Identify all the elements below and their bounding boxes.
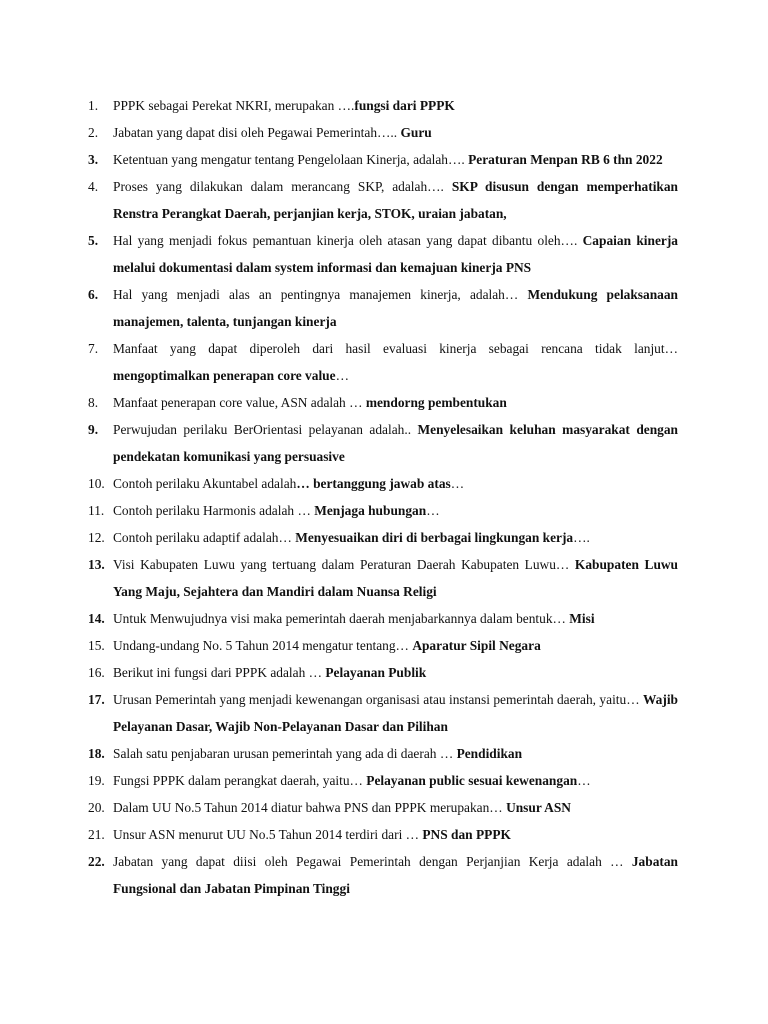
- answer-text: mendorng pembentukan: [365, 395, 507, 410]
- question-text: Hal yang menjadi fokus pemantuan kinerja oleh atasan yang dapat dibantu oleh….: [113, 233, 583, 248]
- answer-text: mengoptimalkan penerapan core value: [113, 368, 336, 383]
- list-item: [88, 848, 678, 902]
- list-item: [88, 794, 678, 821]
- question-text: Fungsi PPPK dalam perangkat daerah, yaitu…: [113, 773, 367, 788]
- answer-text: Unsur ASN: [506, 800, 571, 815]
- answer-text: Pelayanan public sesuai kewenangan: [366, 773, 578, 788]
- item-number: 7.: [88, 341, 99, 356]
- item-number: 16.: [88, 665, 105, 680]
- question-text: Salah satu penjabaran urusan pemerintah yang ada di daerah …: [113, 746, 457, 761]
- item-number: 11.: [88, 503, 105, 518]
- item-number: 21.: [88, 827, 105, 842]
- list-item: [88, 524, 678, 551]
- answer-text: Pelayanan Publik: [325, 665, 427, 680]
- list-item: [88, 92, 678, 119]
- answer-text: Wajib Pelayanan Dasar, Wajib Non-Pelayanan Dasar dan Pilihan: [113, 692, 678, 734]
- question-text: ….: [573, 530, 590, 545]
- item-number: 8.: [88, 395, 99, 410]
- list-item: [88, 227, 678, 281]
- item-number: 13.: [88, 557, 105, 572]
- list-item: [88, 470, 678, 497]
- answer-text: Kabupaten Luwu Yang Maju, Sejahtera dan Mandiri dalam Nuansa Religi: [113, 557, 679, 599]
- question-text: Proses yang dilakukan dalam merancang SKP, adalah….: [113, 179, 452, 194]
- answer-text: Jabatan Fungsional dan Jabatan Pimpinan Tinggi: [113, 854, 678, 896]
- question-text: Visi Kabupaten Luwu yang tertuang dalam Peraturan Daerah Kabupaten Luwu…: [113, 557, 575, 572]
- item-number: 17.: [88, 692, 105, 707]
- item-number: 6.: [88, 287, 99, 302]
- item-number: 10.: [88, 476, 105, 491]
- answer-text: Pendidikan: [456, 746, 523, 761]
- answer-text: Menjaga hubungan: [314, 503, 427, 518]
- question-text: Hal yang menjadi alas an pentingnya manajemen kinerja, adalah…: [113, 287, 528, 302]
- item-number: 5.: [88, 233, 99, 248]
- item-number: 4.: [88, 179, 99, 194]
- question-text: Manfaat penerapan core value, ASN adalah …: [113, 395, 366, 410]
- list-item: [88, 632, 678, 659]
- question-text: …: [426, 503, 440, 518]
- item-number: 15.: [88, 638, 105, 653]
- question-answer-list: [88, 92, 678, 902]
- list-item: [88, 389, 678, 416]
- question-text: Perwujudan perilaku BerOrientasi pelayanan adalah..: [113, 422, 418, 437]
- question-text: PPPK sebagai Perekat NKRI, merupakan ….: [113, 98, 355, 113]
- item-number: 3.: [88, 152, 99, 167]
- answer-text: Menyesuaikan diri di berbagai lingkungan kerja: [295, 530, 574, 545]
- item-number: 14.: [88, 611, 105, 626]
- item-number: 1.: [88, 98, 99, 113]
- list-item: [88, 821, 678, 848]
- answer-text: PNS dan PPPK: [422, 827, 511, 842]
- list-item: [88, 281, 678, 335]
- question-text: Manfaat yang dapat diperoleh dari hasil evaluasi kinerja sebagai rencana tidak lanjut…: [113, 341, 678, 356]
- list-item: [88, 659, 678, 686]
- question-text: Contoh perilaku Akuntabel adalah: [113, 476, 297, 491]
- question-text: …: [577, 773, 591, 788]
- question-text: Urusan Pemerintah yang menjadi kewenangan organisasi atau instansi pemerintah daerah, yaitu…: [113, 692, 644, 707]
- answer-text: Misi: [569, 611, 595, 626]
- question-text: Undang-undang No. 5 Tahun 2014 mengatur tentang…: [113, 638, 413, 653]
- answer-text: Mendukung pelaksanaan manajemen, talenta, tunjangan kinerja: [113, 287, 678, 329]
- question-text: Berikut ini fungsi dari PPPK adalah …: [113, 665, 326, 680]
- question-text: …: [450, 476, 465, 491]
- list-item: [88, 740, 678, 767]
- answer-text: Peraturan Menpan RB 6 thn 2022: [468, 152, 663, 167]
- list-item: [88, 767, 678, 794]
- list-item: [88, 551, 678, 605]
- question-text: Untuk Menwujudnya visi maka pemerintah daerah menjabarkannya dalam bentuk…: [113, 611, 570, 626]
- item-number: 18.: [88, 746, 105, 761]
- item-number: 20.: [88, 800, 105, 815]
- list-item: [88, 497, 678, 524]
- question-text: …: [335, 368, 349, 383]
- list-item: [88, 335, 678, 389]
- question-text: Dalam UU No.5 Tahun 2014 diatur bahwa PNS dan PPPK merupakan…: [113, 800, 507, 815]
- item-number: 12.: [88, 530, 105, 545]
- answer-text: Aparatur Sipil Negara: [412, 638, 541, 653]
- question-text: Jabatan yang dapat diisi oleh Pegawai Pemerintah dengan Perjanjian Kerja adalah …: [113, 854, 632, 869]
- item-number: 19.: [88, 773, 105, 788]
- list-item: [88, 173, 678, 227]
- answer-text: … bertanggung jawab atas: [296, 476, 451, 491]
- question-text: Contoh perilaku adaptif adalah…: [113, 530, 296, 545]
- list-item: [88, 605, 678, 632]
- list-item: [88, 146, 678, 173]
- item-number: 22.: [88, 854, 105, 869]
- answer-text: Guru: [400, 125, 432, 140]
- answer-text: SKP disusun dengan memperhatikan Renstra Perangkat Daerah, perjanjian kerja, STOK, uraian jabatan,: [113, 179, 679, 221]
- question-text: Contoh perilaku Harmonis adalah …: [113, 503, 315, 518]
- question-text: Unsur ASN menurut UU No.5 Tahun 2014 terdiri dari …: [113, 827, 423, 842]
- list-item: [88, 119, 678, 146]
- question-text: Jabatan yang dapat disi oleh Pegawai Pemerintah…..: [113, 125, 401, 140]
- answer-text: Menyelesaikan keluhan masyarakat dengan pendekatan komunikasi yang persuasive: [113, 422, 679, 464]
- item-number: 2.: [88, 125, 99, 140]
- answer-text: fungsi dari PPPK: [354, 98, 455, 113]
- list-item: [88, 416, 678, 470]
- answer-text: Capaian kinerja melalui dokumentasi dalam system informasi dan kemajuan kinerja PNS: [113, 233, 678, 275]
- list-item: [88, 686, 678, 740]
- question-text: Ketentuan yang mengatur tentang Pengelolaan Kinerja, adalah….: [113, 152, 469, 167]
- item-number: 9.: [88, 422, 99, 437]
